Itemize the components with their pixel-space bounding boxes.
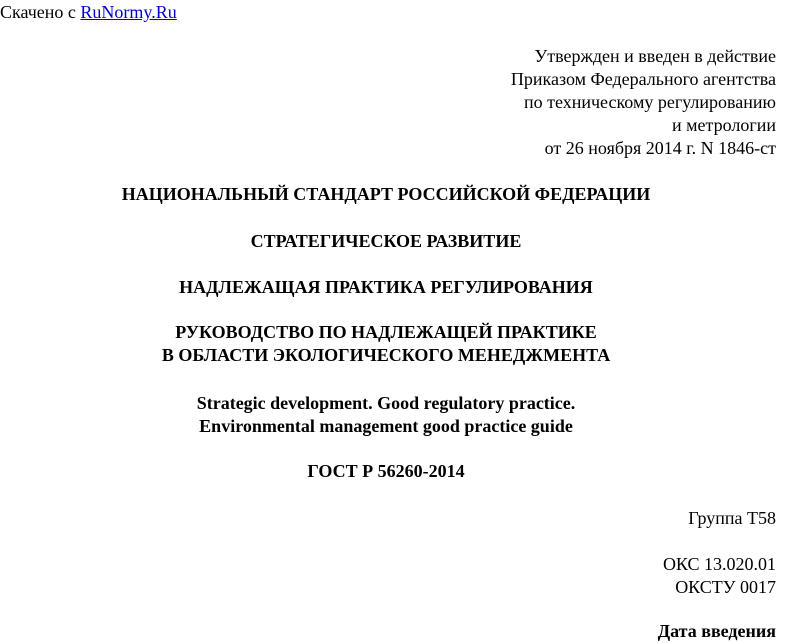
- title-ru: [0, 321, 772, 367]
- title-en: [0, 392, 772, 438]
- title-ru-line: РУКОВОДСТВО ПО НАДЛЕЖАЩЕЙ ПРАКТИКЕ: [175, 322, 597, 342]
- title-ru-line: В ОБЛАСТИ ЭКОЛОГИЧЕСКОГО МЕНЕДЖМЕНТА: [161, 345, 611, 365]
- source-prefix: Скачено с: [0, 2, 76, 22]
- codes-block: [663, 553, 776, 599]
- title-en-line: Strategic development. Good regulatory practice.: [196, 393, 576, 413]
- approval-block: [511, 45, 776, 160]
- national-standard-heading: [0, 183, 772, 206]
- approval-line: по техническому регулированию: [523, 92, 776, 112]
- series-2-text: НАДЛЕЖАЩАЯ ПРАКТИКА РЕГУЛИРОВАНИЯ: [179, 277, 593, 297]
- oks-code: ОКС 13.020.01: [662, 554, 776, 574]
- approval-line: Приказом Федерального агентства: [510, 69, 776, 89]
- approval-line: Утвержден и введен в действие: [534, 46, 776, 66]
- okstu-code: ОКСТУ 0017: [675, 577, 776, 597]
- designation: [0, 460, 772, 483]
- series-1-text: СТРАТЕГИЧЕСКОЕ РАЗВИТИЕ: [250, 231, 522, 251]
- group-block: [688, 507, 776, 530]
- title-en-line: Environmental management good practice guide: [199, 416, 573, 436]
- approval-line: и метрологии: [672, 115, 776, 135]
- series-heading-1: [0, 230, 772, 253]
- approval-line: от 26 ноября 2014 г. N 1846-ст: [544, 138, 776, 158]
- date-block: [658, 620, 776, 643]
- series-heading-2: [0, 276, 772, 299]
- source-line: [0, 1, 177, 24]
- runormy-link[interactable]: RuNormy.Ru: [80, 2, 177, 22]
- designation-text: ГОСТ Р 56260-2014: [307, 461, 465, 481]
- national-standard-text: НАЦИОНАЛЬНЫЙ СТАНДАРТ РОССИЙСКОЙ ФЕДЕРАЦИИ: [121, 184, 651, 204]
- group-text: Группа Т58: [688, 508, 776, 528]
- date-label: Дата введения: [657, 621, 776, 641]
